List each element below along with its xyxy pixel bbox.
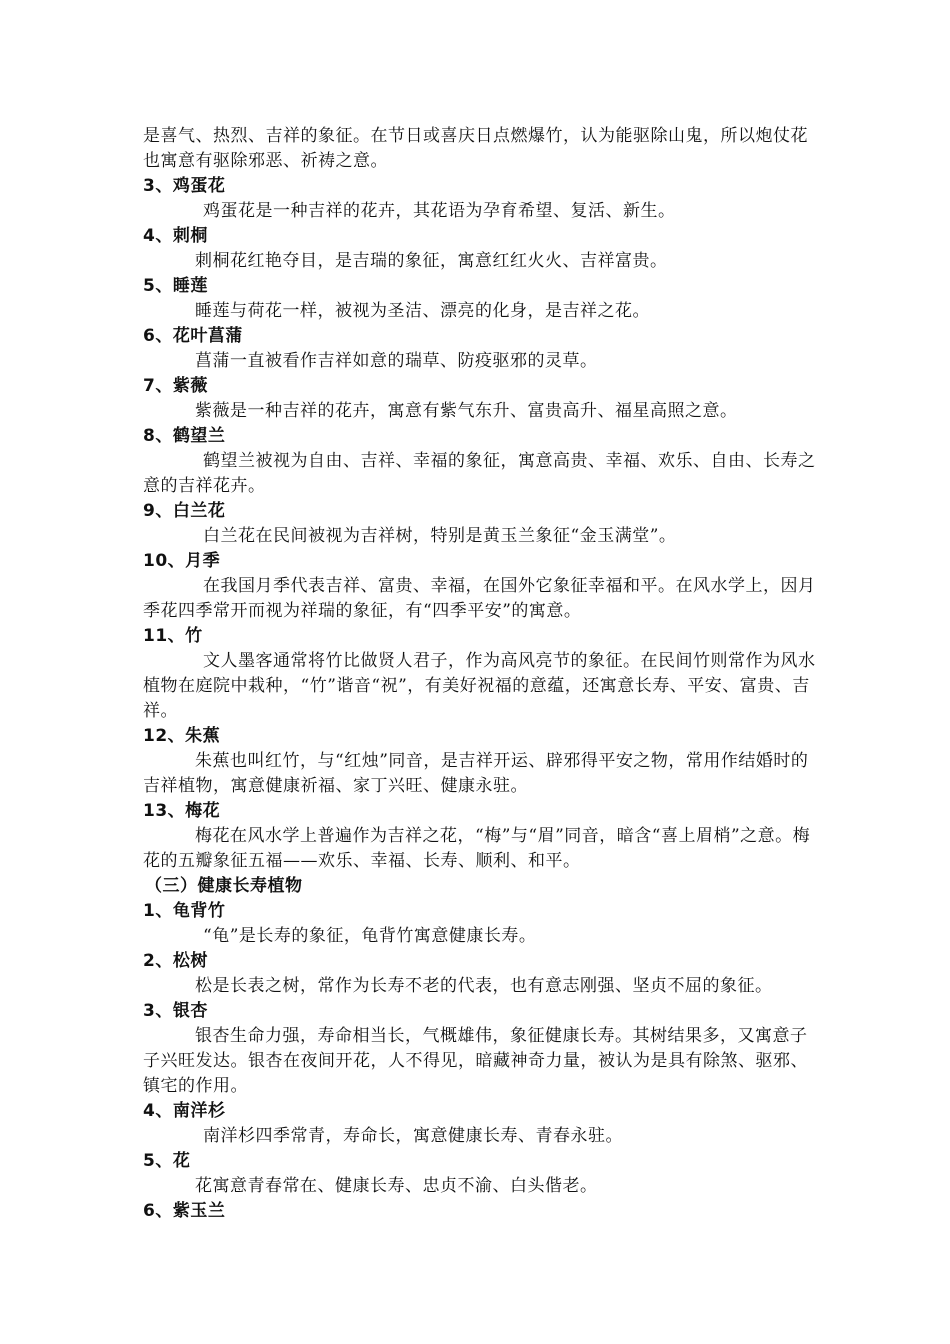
item-text: “龟”是长寿的象征，龟背竹寓意健康长寿。: [203, 926, 537, 946]
item-text: 文人墨客通常将竹比做贤人君子，作为高风亮节的象征。在民间竹则常作为风水植物在庭院中栽种，“竹”谐音“祝”，有美好祝福的意蕴，还寓意长寿、平安、富贵、吉祥。: [143, 651, 816, 721]
item-text: 南洋杉四季常青，寿命长，寓意健康长寿、青春永驻。: [203, 1126, 623, 1146]
item-title: 4、南洋杉: [143, 1101, 226, 1121]
item-title: 2、松树: [143, 951, 208, 971]
item-title: 5、花: [143, 1151, 191, 1171]
item-title: 6、紫玉兰: [143, 1201, 226, 1221]
item-title: 9、白兰花: [143, 501, 226, 521]
item-text: 朱蕉也叫红竹，与“红烛”同音，是吉祥开运、辟邪得平安之物，常用作结婚时的吉祥植物，寓意健康祈福、家丁兴旺、健康永驻。: [143, 751, 809, 796]
item-title: 12、朱蕉: [143, 726, 221, 746]
item-title: 7、紫薇: [143, 376, 208, 396]
item-text: 花寓意青春常在、健康长寿、忠贞不渝、白头偕老。: [195, 1176, 598, 1196]
item-text: 睡莲与荷花一样，被视为圣洁、漂亮的化身，是吉祥之花。: [195, 301, 650, 321]
item-title: 11、竹: [143, 626, 203, 646]
item-title: 6、花叶菖蒲: [143, 326, 243, 346]
item-text: 紫薇是一种吉祥的花卉，寓意有紫气东升、富贵高升、福星高照之意。: [195, 401, 738, 421]
item-title: 5、睡莲: [143, 276, 208, 296]
item-title: 1、龟背竹: [143, 901, 226, 921]
item-text: 白兰花在民间被视为吉祥树，特别是黄玉兰象征“金玉满堂”。: [203, 526, 677, 546]
item-title: 3、鸡蛋花: [143, 176, 226, 196]
item-text: 鹤望兰被视为自由、吉祥、幸福的象征，寓意高贵、幸福、欢乐、自由、长寿之意的吉祥花卉。: [143, 451, 816, 496]
item-text: 梅花在风水学上普遍作为吉祥之花，“梅”与“眉”同音，暗含“喜上眉梢”之意。梅花的五瓣象征五福——欢乐、幸福、长寿、顺利、和平。: [143, 826, 811, 871]
intro-paragraph: 是喜气、热烈、吉祥的象征。在节日或喜庆日点燃爆竹，认为能驱除山鬼，所以炮仗花也寓意有驱除邪恶、祈祷之意。: [143, 126, 808, 171]
document-body: [143, 124, 823, 1224]
item-title: 3、银杏: [143, 1001, 208, 1021]
item-text: 刺桐花红艳夺目，是吉瑞的象征，寓意红红火火、吉祥富贵。: [195, 251, 668, 271]
item-text: 鸡蛋花是一种吉祥的花卉，其花语为孕育希望、复活、新生。: [203, 201, 676, 221]
item-text: 松是长表之树，常作为长寿不老的代表，也有意志刚强、坚贞不屈的象征。: [195, 976, 773, 996]
item-text: 银杏生命力强，寿命相当长，气概雄伟，象征健康长寿。其树结果多，又寓意子子兴旺发达。银杏在夜间开花，人不得见，暗藏神奇力量，被认为是具有除煞、驱邪、镇宅的作用。: [143, 1026, 808, 1096]
section-heading: （三）健康长寿植物: [145, 876, 303, 896]
item-title: 4、刺桐: [143, 226, 208, 246]
item-text: 在我国月季代表吉祥、富贵、幸福，在国外它象征幸福和平。在风水学上，因月季花四季常开而视为祥瑞的象征，有“四季平安”的寓意。: [143, 576, 816, 621]
item-title: 13、梅花: [143, 801, 221, 821]
item-title: 10、月季: [143, 551, 221, 571]
item-text: 菖蒲一直被看作吉祥如意的瑞草、防疫驱邪的灵草。: [195, 351, 598, 371]
item-title: 8、鹤望兰: [143, 426, 226, 446]
